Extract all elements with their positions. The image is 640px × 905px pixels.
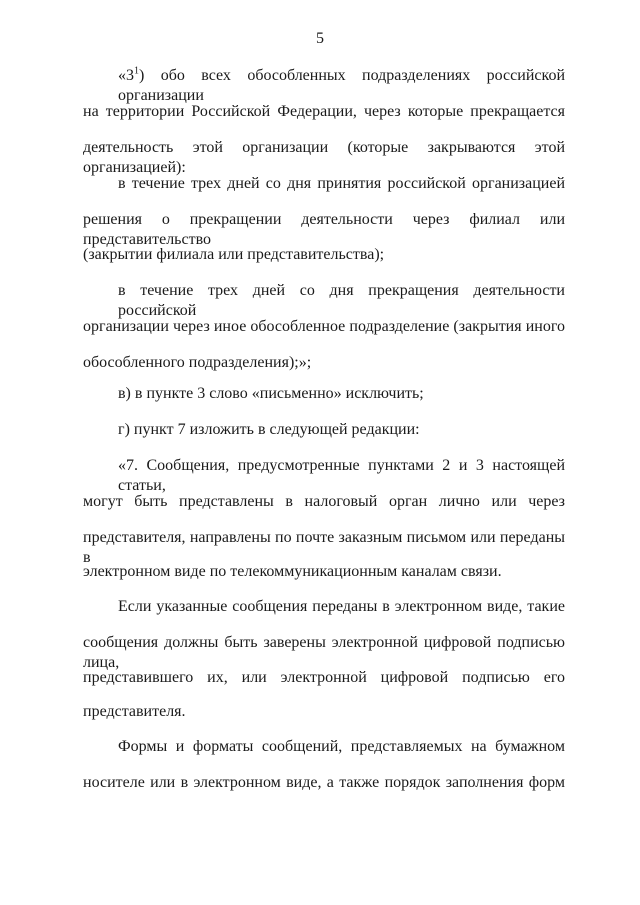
paragraph-line: на территории Российской Федерации, через которые прекращается xyxy=(83,103,565,120)
paragraph-line: носителе или в электронном виде, а также порядок заполнения форм xyxy=(83,774,565,791)
paragraph-line: сообщения должны быть заверены электронной цифровой подписью лица, xyxy=(83,634,565,671)
paragraph-line: представителя. xyxy=(83,703,186,720)
paragraph-line: (закрытии филиала или представительства); xyxy=(83,246,385,263)
paragraph-line: решения о прекращении деятельности через филиал или представительство xyxy=(83,211,565,248)
paragraph-line: могут быть представлены в налоговый орган лично или через xyxy=(83,493,565,510)
paragraph-line: в течение трех дней со дня принятия российской организацией xyxy=(118,175,565,192)
paragraph-line: Формы и форматы сообщений, представляемых на бумажном xyxy=(118,738,565,755)
paragraph-line: в течение трех дней со дня прекращения деятельности российской xyxy=(118,282,565,319)
paragraph-line: представителя, направлены по почте заказным письмом или переданы в xyxy=(83,529,565,566)
paragraph-line: г) пункт 7 изложить в следующей редакции: xyxy=(118,421,420,438)
paragraph-line: обособленного подразделения);»; xyxy=(83,354,312,371)
paragraph-line: электронном виде по телекоммуникационным каналам связи. xyxy=(83,563,502,580)
paragraph-line: «7. Сообщения, предусмотренные пунктами 2 и 3 настоящей статьи, xyxy=(118,457,565,494)
page-number: 5 xyxy=(316,30,324,47)
paragraph-line: Если указанные сообщения переданы в электронном виде, такие xyxy=(118,598,565,615)
paragraph-line: в) в пункте 3 слово «письменно» исключить; xyxy=(118,385,424,402)
paragraph-line: «$3^1$) обо всех обособленных подразделениях российской организации xyxy=(118,65,565,104)
paragraph-line: представившего их, или электронной цифровой подписью его xyxy=(83,669,565,686)
paragraph-line: деятельность этой организации (которые закрываются этой организацией): xyxy=(83,139,565,176)
paragraph-line: организации через иное обособленное подразделение (закрытия иного xyxy=(83,318,565,335)
